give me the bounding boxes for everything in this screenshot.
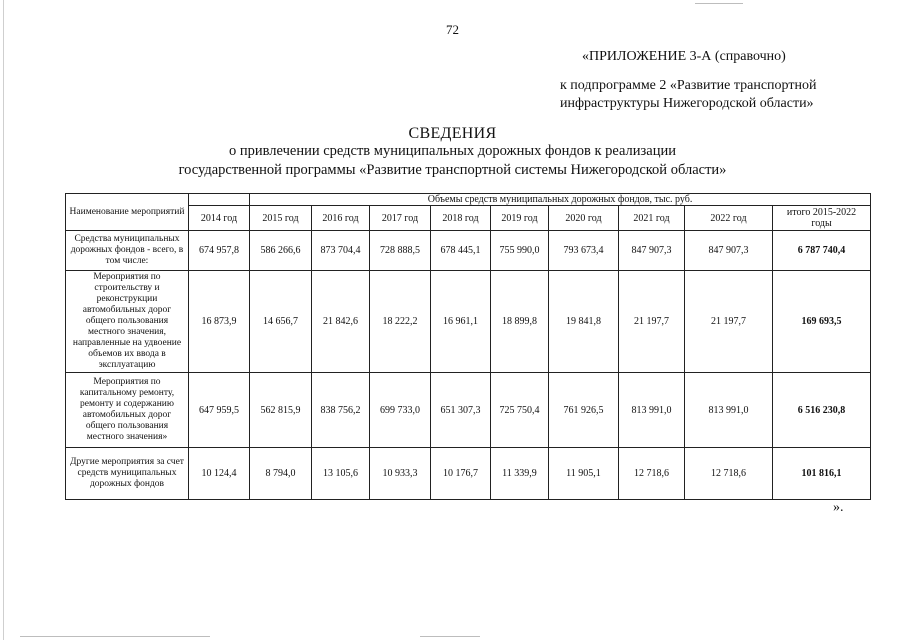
- column-header-year: 2019 год: [491, 206, 549, 231]
- table-row: [66, 448, 871, 500]
- table-cell: 728 888,5: [370, 231, 431, 271]
- funds-table-container: [65, 193, 870, 500]
- scan-line-top: [695, 3, 743, 4]
- table-cell: 19 841,8: [549, 271, 619, 373]
- column-header-total: итого 2015-2022 годы: [773, 206, 871, 231]
- table-cell: 813 991,0: [619, 373, 685, 448]
- table-cell: 847 907,3: [619, 231, 685, 271]
- subtitle-line-2: государственной программы «Развитие транспортной системы Нижегородской области»: [178, 162, 727, 178]
- table-cell: 14 656,7: [250, 271, 312, 373]
- table-cell: 21 842,6: [312, 271, 370, 373]
- table-cell: 562 815,9: [250, 373, 312, 448]
- table-cell: 813 991,0: [685, 373, 773, 448]
- document-title: СВЕДЕНИЯ: [408, 125, 497, 142]
- subtitle-line-1: о привлечении средств муниципальных дорожных фондов к реализации: [228, 143, 676, 159]
- column-header-year: 2022 год: [685, 206, 773, 231]
- table-cell-total: 101 816,1: [773, 448, 871, 500]
- table-cell: 873 704,4: [312, 231, 370, 271]
- table-cell: 16 873,9: [189, 271, 250, 373]
- table-cell: 8 794,0: [250, 448, 312, 500]
- appendix-subtitle: [560, 77, 816, 113]
- funds-table: [65, 193, 871, 500]
- table-cell: 586 266,6: [250, 231, 312, 271]
- table-cell: 678 445,1: [431, 231, 491, 271]
- table-cell: 793 673,4: [549, 231, 619, 271]
- appendix-line-2: инфраструктуры Нижегородской области»: [560, 96, 814, 111]
- table-cell-total: 6 516 230,8: [773, 373, 871, 448]
- row-name: Мероприятия по строительству и реконструкции автомобильных дорог общего пользования местного значения, направленные на удвоение объемов их ввода в эксплуатацию: [66, 271, 189, 373]
- appendix-title: «ПРИЛОЖЕНИЕ 3-А (справочно): [582, 49, 786, 64]
- column-group-header: Объемы средств муниципальных дорожных фондов, тыс. руб.: [250, 194, 871, 206]
- appendix-line-1: к подпрограмме 2 «Развитие транспортной: [560, 78, 817, 93]
- table-cell: 18 899,8: [491, 271, 549, 373]
- table-cell: 18 222,2: [370, 271, 431, 373]
- table-cell: 21 197,7: [619, 271, 685, 373]
- page-number: 72: [446, 22, 459, 37]
- row-name: Средства муниципальных дорожных фондов - всего, в том числе:: [66, 231, 189, 271]
- scan-line-bottom: [20, 636, 210, 637]
- column-header-year: 2015 год: [250, 206, 312, 231]
- table-cell: 847 907,3: [685, 231, 773, 271]
- table-cell: 10 124,4: [189, 448, 250, 500]
- closing-mark: ».: [833, 500, 844, 515]
- column-header-year: 2018 год: [431, 206, 491, 231]
- row-name: Мероприятия по капитальному ремонту, ремонту и содержанию автомобильных дорог общего пользования местного значения»: [66, 373, 189, 448]
- table-cell: 699 733,0: [370, 373, 431, 448]
- column-header-name: Наименование мероприятий: [66, 194, 189, 231]
- table-cell-total: 6 787 740,4: [773, 231, 871, 271]
- table-cell: 16 961,1: [431, 271, 491, 373]
- scan-line-bottom: [420, 636, 480, 637]
- table-cell: 838 756,2: [312, 373, 370, 448]
- table-header-row: [66, 194, 871, 206]
- table-cell: 10 176,7: [431, 448, 491, 500]
- table-cell-total: 169 693,5: [773, 271, 871, 373]
- table-cell: 647 959,5: [189, 373, 250, 448]
- table-cell: 21 197,7: [685, 271, 773, 373]
- column-header-year: 2021 год: [619, 206, 685, 231]
- table-cell: 11 905,1: [549, 448, 619, 500]
- table-cell: 12 718,6: [619, 448, 685, 500]
- column-header-year: 2017 год: [370, 206, 431, 231]
- table-row: [66, 271, 871, 373]
- table-cell: 725 750,4: [491, 373, 549, 448]
- column-header-year: 2016 год: [312, 206, 370, 231]
- row-name: Другие мероприятия за счет средств муниципальных дорожных фондов: [66, 448, 189, 500]
- document-subtitle: [0, 142, 905, 180]
- table-cell: 12 718,6: [685, 448, 773, 500]
- table-cell: 11 339,9: [491, 448, 549, 500]
- table-cell: 761 926,5: [549, 373, 619, 448]
- table-row: [66, 231, 871, 271]
- column-header-year: 2014 год: [189, 206, 250, 231]
- scan-line-left: [3, 0, 4, 640]
- column-header-year: 2020 год: [549, 206, 619, 231]
- table-cell: 10 933,3: [370, 448, 431, 500]
- table-cell: 651 307,3: [431, 373, 491, 448]
- table-row: [66, 373, 871, 448]
- table-cell: 755 990,0: [491, 231, 549, 271]
- table-cell: 674 957,8: [189, 231, 250, 271]
- table-cell: 13 105,6: [312, 448, 370, 500]
- column-header-spacer: [189, 194, 250, 206]
